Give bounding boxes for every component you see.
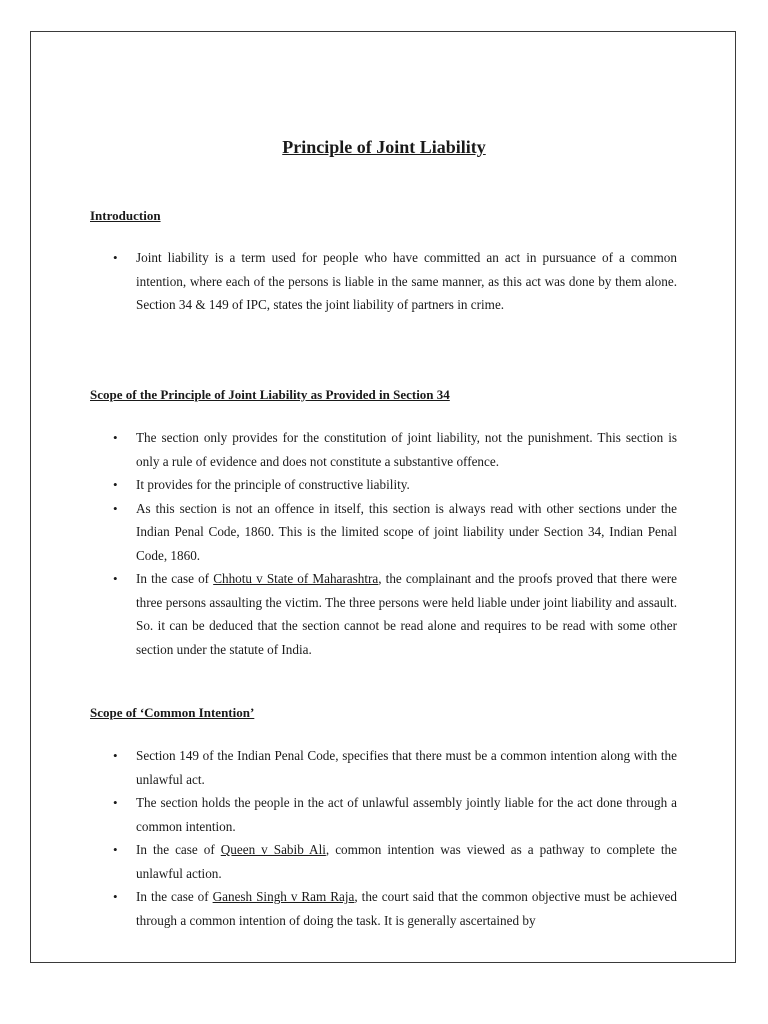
case-name-chhotu: Chhotu v State of Maharashtra — [213, 571, 379, 586]
list-item — [0, 567, 677, 661]
bullet-list-introduction — [0, 246, 768, 317]
bullet-text-suffix: , common intention was viewed as a pathway to complete the unlawful action. — [136, 842, 677, 881]
bullet-icon: • — [113, 842, 118, 857]
bullet-text-suffix: , the court said that the common objective must be achieved through a common intention of doing the task. It is generally ascertained by — [136, 889, 677, 928]
bullet-icon: • — [113, 795, 118, 810]
section-heading-introduction: Introduction — [90, 208, 161, 223]
bullet-text — [136, 567, 677, 661]
bullet-list-common-intention — [0, 744, 768, 932]
list-item — [0, 838, 677, 885]
bullet-text-suffix: , the complainant and the proofs proved that there were three persons assaulting the victim. The three persons were held liable under joint liability and assault. So. it can be deduced that the section cannot be read alone and requires to be read with some other section under the statute of India. — [136, 571, 677, 657]
case-name-queen-v-sabib-ali: Queen v Sabib Ali — [220, 842, 326, 857]
bullet-text: As this section is not an offence in itself, this section is always read with other sections under the Indian Penal Code, 1860. This is the limited scope of joint liability under Section 34, Indian Penal Code, 1860. — [136, 500, 677, 563]
bullet-icon: • — [113, 571, 118, 586]
bullet-icon: • — [113, 889, 118, 904]
bullet-list-scope-section-34 — [0, 426, 768, 661]
case-name-ganesh-singh: Ganesh Singh v Ram Raja — [212, 889, 355, 904]
bullet-text-prefix: In the case of — [136, 889, 213, 904]
bullet-text — [136, 838, 677, 885]
bullet-text: The section holds the people in the act of unlawful assembly jointly liable for the act done through a common intention. — [136, 795, 677, 834]
list-item — [0, 497, 677, 568]
bullet-text — [136, 885, 677, 932]
section-heading-common-intention: Scope of ‘Common Intention’ — [90, 705, 255, 720]
list-item — [0, 246, 677, 317]
bullet-text: Joint liability is a term used for people who have committed an act in pursuance of a common intention, where each of the persons is liable in the same manner, as this act was done by them alone. Section 34 & 149 of IPC, states the joint liability of partners in crime. — [136, 250, 677, 312]
list-item — [0, 744, 677, 791]
bullet-text-prefix: In the case of — [136, 571, 214, 586]
bullet-text: The section only provides for the constitution of joint liability, not the punishment. This section is only a rule of evidence and does not constitute a substantive offence. — [136, 430, 677, 469]
bullet-text-prefix: In the case of — [136, 842, 221, 857]
list-item — [0, 885, 677, 932]
list-item — [0, 473, 677, 497]
bullet-text: Section 149 of the Indian Penal Code, specifies that there must be a common intention along with the unlawful act. — [136, 748, 677, 787]
document-title: Principle of Joint Liability — [282, 137, 486, 157]
list-item — [0, 791, 677, 838]
bullet-icon: • — [113, 500, 118, 516]
bullet-icon: • — [113, 477, 118, 492]
bullet-icon: • — [113, 430, 118, 445]
bullet-icon: • — [113, 748, 118, 763]
section-heading-scope-section-34: Scope of the Principle of Joint Liability as Provided in Section 34 — [90, 387, 450, 402]
list-item — [0, 426, 677, 473]
bullet-icon: • — [113, 250, 118, 265]
bullet-text: It provides for the principle of constructive liability. — [136, 477, 410, 492]
